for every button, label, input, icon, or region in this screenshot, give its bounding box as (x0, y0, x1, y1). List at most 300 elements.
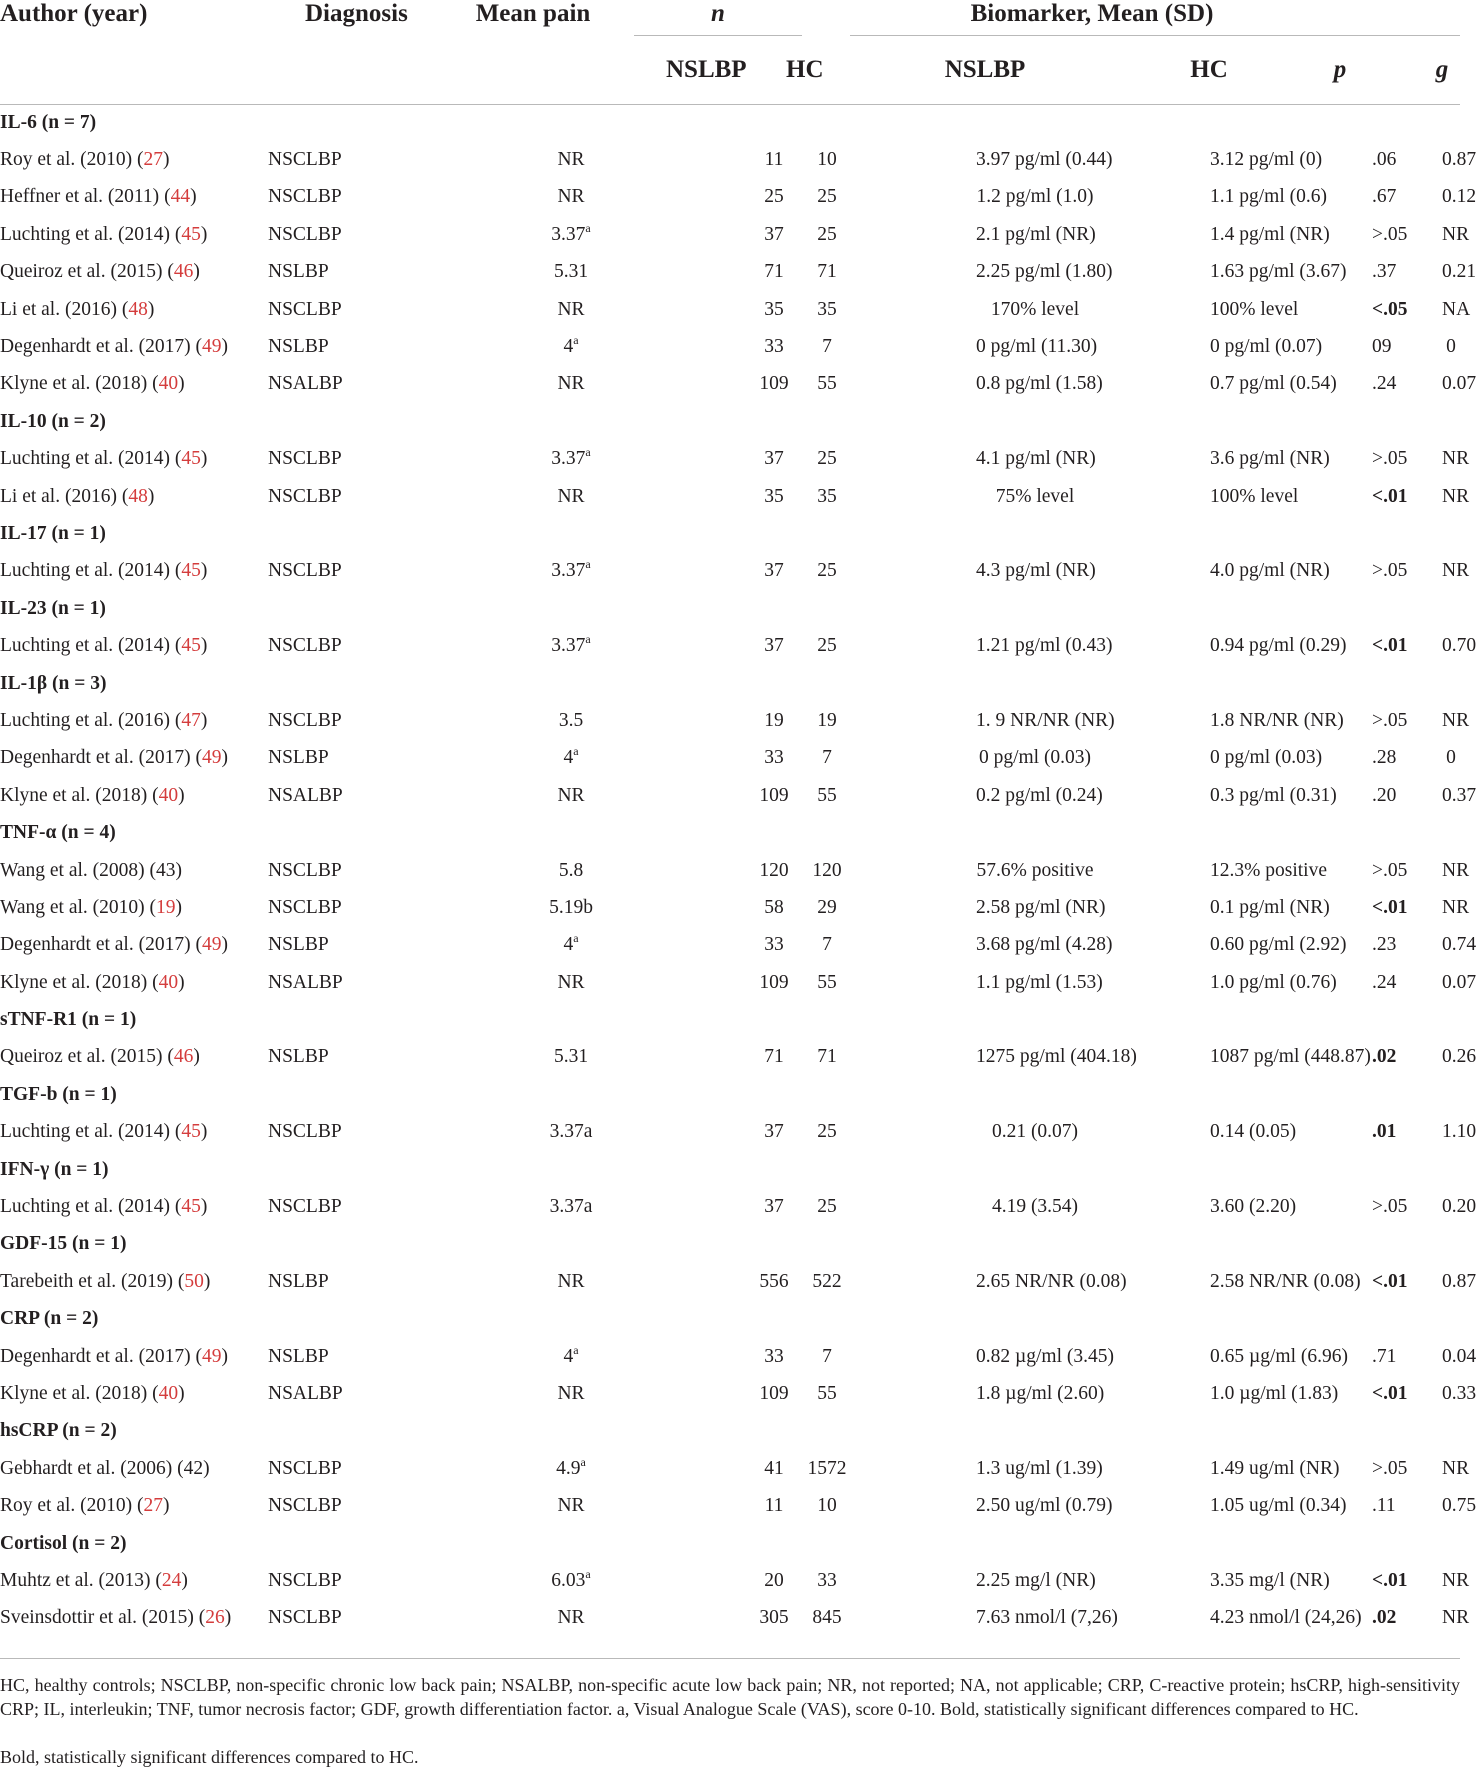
g-value-cell: NR (1442, 485, 1470, 507)
reference-link[interactable]: 49 (201, 336, 222, 358)
p-value-cell: >.05 (1372, 859, 1408, 881)
n-nslbp-cell: 41 (764, 1457, 784, 1479)
mean-pain-value: 3.37 (551, 448, 586, 470)
author-cell: Luchting et al. (2014) (45) (0, 560, 208, 582)
section-title: IFN-γ (n = 1) (0, 1158, 109, 1180)
g-value-cell: 0.75 (1442, 1495, 1476, 1517)
table-row (0, 141, 1460, 178)
n-hc-cell: 71 (817, 1046, 837, 1068)
mean-pain-value: 3.37 (551, 560, 586, 582)
reference-link[interactable]: 46 (173, 1046, 194, 1068)
bm-nslbp-cell: 2.50 ug/ml (0.79) (976, 1495, 1113, 1517)
author-text: Li et al. (2016) (0, 298, 117, 320)
mean-pain-value: 6.03 (551, 1569, 586, 1591)
vas-footnote-marker: a (573, 1342, 579, 1357)
bm-nslbp-cell: 3.68 pg/ml (4.28) (976, 934, 1113, 956)
p-value-cell: >.05 (1372, 1457, 1408, 1479)
table-row (0, 1487, 1460, 1524)
p-value-cell: .02 (1372, 1046, 1397, 1068)
bm-hc-cell: 2.58 NR/NR (0.08) (1210, 1270, 1361, 1292)
author-text: Luchting et al. (2014) (0, 1196, 171, 1218)
mean-pain-value: 4.9 (556, 1457, 581, 1479)
author-text: Luchting et al. (2016) (0, 709, 171, 731)
author-text: Degenhardt et al. (2017) (0, 1345, 191, 1367)
diagnosis-cell: NSCLBP (268, 709, 342, 731)
reference-link[interactable]: 48 (128, 485, 148, 507)
g-value-cell: 0.87 (1442, 149, 1476, 171)
n-nslbp-cell: 37 (764, 223, 784, 245)
n-hc-cell: 120 (812, 859, 842, 881)
mean-pain-value: NR (557, 1607, 585, 1629)
mean-pain-cell (404, 254, 634, 291)
reference-link[interactable]: 40 (158, 784, 179, 806)
table-row (0, 777, 1460, 814)
table-row (0, 179, 1460, 216)
bm-nslbp-cell: 1.8 µg/ml (2.60) (976, 1382, 1105, 1404)
bm-nslbp-cell: 2.1 pg/ml (NR) (976, 223, 1096, 245)
p-value-cell: >.05 (1372, 560, 1408, 582)
mean-pain-value: 3.37 (551, 635, 586, 657)
author-cell: Degenhardt et al. (2017) (49) (0, 1345, 228, 1367)
n-hc-cell: 1572 (807, 1457, 847, 1479)
diagnosis-cell: NSALBP (268, 1382, 343, 1404)
n-hc-cell: 10 (817, 1495, 837, 1517)
author-text: Sveinsdottir et al. (2015) (0, 1607, 194, 1629)
mean-pain-value: 5.8 (558, 859, 584, 881)
n-nslbp-cell: 58 (764, 896, 784, 918)
bm-hc-cell: 4.0 pg/ml (NR) (1210, 560, 1330, 582)
mean-pain-value: NR (557, 298, 585, 320)
p-value-cell: <.05 (1372, 298, 1408, 320)
p-value-cell: <.01 (1372, 1382, 1408, 1404)
mean-pain-value: NR (557, 186, 585, 208)
table-row (0, 852, 1460, 889)
diagnosis-cell: NSCLBP (268, 298, 342, 320)
n-nslbp-cell: 25 (764, 186, 784, 208)
n-nslbp-cell: 37 (764, 1121, 784, 1143)
p-value-cell: <.01 (1372, 896, 1408, 918)
n-nslbp-cell: 35 (764, 298, 784, 320)
p-value-cell: <.01 (1372, 1270, 1408, 1292)
author-cell: Li et al. (2016) (48) (0, 485, 155, 507)
n-hc-cell: 55 (817, 971, 837, 993)
col-diagnosis-header: Diagnosis (305, 0, 408, 27)
bm-nslbp-cell: 1. 9 NR/NR (NR) (976, 709, 1115, 731)
p-value-cell: .23 (1372, 934, 1397, 956)
bm-hc-cell: 0.14 (0.05) (1210, 1121, 1297, 1143)
mean-pain-cell (404, 216, 634, 253)
section-title: TNF-α (n = 4) (0, 822, 116, 844)
diagnosis-cell: NSLBP (268, 336, 329, 358)
bm-nslbp-cell: 2.58 pg/ml (NR) (976, 896, 1106, 918)
g-value-cell: NR (1442, 1607, 1470, 1629)
bm-nslbp-cell: 170% level (990, 298, 1080, 320)
vas-footnote-marker: a (573, 744, 579, 759)
col-n-nslbp-header: NSLBP (600, 36, 742, 105)
n-nslbp-cell: 33 (764, 336, 784, 358)
table-row (0, 216, 1460, 253)
section-row (0, 590, 1460, 627)
reference-link[interactable]: 46 (173, 261, 194, 283)
reference-link[interactable]: 24 (161, 1569, 182, 1591)
diagnosis-cell: NSLBP (268, 1270, 329, 1292)
g-value-cell: 0.20 (1442, 1196, 1476, 1218)
mean-pain-cell (404, 141, 634, 178)
mean-pain-cell (404, 1114, 634, 1151)
reference-link[interactable]: 50 (184, 1270, 204, 1292)
author-cell: Klyne et al. (2018) (40) (0, 373, 185, 395)
mean-pain-value: 4 (563, 747, 574, 769)
author-cell: Sveinsdottir et al. (2015) (26) (0, 1607, 232, 1629)
author-text: Gebhardt et al. (2006) (0, 1457, 173, 1479)
bm-nslbp-cell: 1.21 pg/ml (0.43) (976, 635, 1113, 657)
reference-link[interactable]: 44 (170, 186, 191, 208)
bm-hc-cell: 0.3 pg/ml (0.31) (1210, 784, 1337, 806)
n-nslbp-cell: 109 (759, 784, 789, 806)
n-nslbp-cell: 120 (759, 859, 789, 881)
n-nslbp-cell: 71 (764, 1046, 784, 1068)
n-nslbp-cell: 37 (764, 1196, 784, 1218)
diagnosis-cell: NSCLBP (268, 1121, 342, 1143)
table-row (0, 740, 1460, 777)
author-cell: Luchting et al. (2014) (45) (0, 1121, 208, 1143)
author-cell: Li et al. (2016) (48) (0, 298, 155, 320)
reference-link[interactable]: 45 (181, 448, 201, 470)
diagnosis-cell: NSCLBP (268, 896, 342, 918)
author-text: Klyne et al. (2018) (0, 1382, 148, 1404)
reference-link[interactable]: 26 (205, 1607, 225, 1629)
author-text: Luchting et al. (2014) (0, 635, 171, 657)
mean-pain-cell (404, 328, 634, 365)
diagnosis-cell: NSLBP (268, 1345, 329, 1367)
p-value-cell: .02 (1372, 1607, 1397, 1629)
n-nslbp-cell: 109 (759, 373, 789, 395)
p-value-cell: 09 (1372, 336, 1392, 358)
section-title: Cortisol (n = 2) (0, 1532, 127, 1554)
n-hc-cell: 35 (817, 298, 837, 320)
author-cell: Degenhardt et al. (2017) (49) (0, 747, 228, 769)
n-nslbp-cell: 35 (764, 485, 784, 507)
mean-pain-cell (404, 1600, 634, 1637)
diagnosis-cell: NSLBP (268, 934, 329, 956)
table-footnote: HC, healthy controls; NSCLBP, non-specific chronic low back pain; NSALBP, non-specific acute low back pain; NR, not reported; NA, not applicable; CRP, C-reactive protein; hsCRP, high-sensitivity CRP; IL, interleukin; TNF, tumor necrosis factor; GDF, growth differentiation factor. a, Visual Analogue Scale (VAS), score 0-10. Bold, statistically significant differences compared to HC. (0, 1675, 1460, 1719)
bm-hc-cell: 4.23 nmol/l (24,26) (1210, 1607, 1362, 1629)
bm-hc-cell: 0.60 pg/ml (2.92) (1210, 934, 1347, 956)
vas-footnote-marker: a (573, 931, 579, 946)
col-biomarker-group-header (842, 0, 1460, 36)
mean-pain-cell (404, 553, 634, 590)
mean-pain-value: 3.37a (549, 1196, 593, 1218)
author-text: Luchting et al. (2014) (0, 448, 171, 470)
p-value-cell: <.01 (1372, 1569, 1408, 1591)
author-cell: Wang et al. (2008) (43) (0, 859, 183, 881)
mean-pain-value: NR (557, 373, 585, 395)
mean-pain-cell (404, 366, 634, 403)
bm-hc-cell: 1087 pg/ml (448.87) (1210, 1046, 1371, 1068)
bm-hc-cell: 0 pg/ml (0.07) (1210, 336, 1323, 358)
n-nslbp-cell: 20 (764, 1569, 784, 1591)
reference-link[interactable]: 45 (181, 223, 201, 245)
bm-nslbp-cell: 4.19 (3.54) (991, 1196, 1079, 1218)
author-cell: Muhtz et al. (2013) (24) (0, 1569, 188, 1591)
author-cell: Heffner et al. (2011) (44) (0, 186, 197, 208)
bm-nslbp-cell: 0 pg/ml (11.30) (976, 336, 1098, 358)
n-nslbp-cell: 33 (764, 747, 784, 769)
reference-link[interactable]: 49 (201, 1345, 222, 1367)
mean-pain-cell (404, 1263, 634, 1300)
p-value-cell: .24 (1372, 373, 1397, 395)
reference-link[interactable]: 45 (181, 635, 201, 657)
mean-pain-value: 3.37 (551, 223, 586, 245)
author-text: Klyne et al. (2018) (0, 373, 148, 395)
bm-hc-cell: 100% level (1210, 298, 1299, 320)
section-row (0, 1301, 1460, 1338)
diagnosis-cell: NSALBP (268, 971, 343, 993)
bm-hc-cell: 1.4 pg/ml (NR) (1210, 223, 1330, 245)
mean-pain-value: 5.31 (553, 1046, 589, 1068)
table-row (0, 889, 1460, 926)
g-value-cell: NR (1442, 859, 1470, 881)
bm-nslbp-cell: 4.1 pg/ml (NR) (976, 448, 1096, 470)
table-row (0, 702, 1460, 739)
author-cell: Queiroz et al. (2015) (46) (0, 261, 200, 283)
reference-link[interactable]: 49 (201, 747, 222, 769)
vas-footnote-marker: a (585, 632, 591, 647)
reference-link[interactable]: 47 (181, 709, 201, 731)
p-value-cell: <.01 (1372, 485, 1408, 507)
author-cell: Klyne et al. (2018) (40) (0, 1382, 185, 1404)
p-value-cell: .24 (1372, 971, 1397, 993)
reference-link[interactable]: 45 (181, 1121, 201, 1143)
n-nslbp-cell: 109 (759, 971, 789, 993)
bm-nslbp-cell: 2.65 NR/NR (0.08) (976, 1270, 1127, 1292)
col-n-hc-header: HC (742, 36, 808, 105)
author-cell: Degenhardt et al. (2017) (49) (0, 934, 228, 956)
author-cell: Luchting et al. (2014) (45) (0, 1196, 208, 1218)
diagnosis-cell: NSCLBP (268, 635, 342, 657)
bm-hc-cell: 1.63 pg/ml (3.67) (1210, 261, 1347, 283)
reference-link: 42 (183, 1457, 204, 1479)
p-value-cell: .20 (1372, 784, 1397, 806)
mean-pain-value: 4 (563, 934, 574, 956)
n-hc-cell: 29 (817, 896, 837, 918)
mean-pain-value: 4 (563, 1345, 574, 1367)
table-footnote-bold-note: Bold, statistically significant differences compared to HC. (0, 1747, 419, 1767)
col-mean-pain-header: Mean pain (475, 0, 591, 27)
n-hc-cell: 25 (817, 448, 837, 470)
author-cell: Roy et al. (2010) (27) (0, 1495, 170, 1517)
g-value-cell: 1.10 (1442, 1121, 1476, 1143)
author-cell: Luchting et al. (2016) (47) (0, 709, 208, 731)
biomarker-group-label: Biomarker, Mean (SD) (970, 0, 1214, 27)
bm-hc-cell: 1.0 pg/ml (0.76) (1210, 971, 1337, 993)
n-nslbp-cell: 109 (759, 1382, 789, 1404)
bm-nslbp-cell: 0.82 µg/ml (3.45) (976, 1345, 1114, 1367)
g-value-cell: 0 (1446, 747, 1456, 769)
n-hc-cell: 10 (817, 149, 837, 171)
g-value-cell: 0.37 (1442, 784, 1476, 806)
table-row (0, 366, 1460, 403)
section-row (0, 1151, 1460, 1188)
n-nslbp-cell: 556 (759, 1270, 789, 1292)
diagnosis-cell: NSLBP (268, 261, 329, 283)
g-value-cell: 0.12 (1442, 186, 1476, 208)
g-value-cell: 0.26 (1442, 1046, 1476, 1068)
g-value-cell: 0.74 (1442, 934, 1476, 956)
mean-pain-value: 4 (563, 336, 574, 358)
section-row (0, 1076, 1460, 1113)
author-text: Roy et al. (2010) (0, 1495, 133, 1517)
author-text: Roy et al. (2010) (0, 149, 133, 171)
p-value-cell: .11 (1372, 1495, 1396, 1517)
reference-link[interactable]: 49 (201, 934, 222, 956)
author-text: Muhtz et al. (2013) (0, 1569, 151, 1591)
reference-link[interactable]: 40 (158, 1382, 179, 1404)
table-row (0, 927, 1460, 964)
author-cell: Degenhardt et al. (2017) (49) (0, 336, 228, 358)
table-header (0, 0, 1460, 105)
bm-nslbp-cell: 0 pg/ml (0.03) (978, 747, 1092, 769)
mean-pain-cell (404, 777, 634, 814)
reference-link[interactable]: 40 (158, 971, 179, 993)
p-value-cell: >.05 (1372, 223, 1408, 245)
bm-nslbp-cell: 75% level (995, 485, 1075, 507)
section-row (0, 1413, 1460, 1450)
n-hc-cell: 35 (817, 485, 837, 507)
bm-hc-cell: 1.05 ug/ml (0.34) (1210, 1495, 1347, 1517)
mean-pain-value: NR (557, 1382, 585, 1404)
section-title: IL-23 (n = 1) (0, 597, 106, 619)
vas-footnote-marker: a (585, 557, 591, 572)
bm-nslbp-cell: 4.3 pg/ml (NR) (976, 560, 1096, 582)
bm-nslbp-cell: 1.2 pg/ml (1.0) (976, 186, 1094, 208)
diagnosis-cell: NSCLBP (268, 149, 342, 171)
diagnosis-cell: NSCLBP (268, 1196, 342, 1218)
bm-nslbp-cell: 2.25 pg/ml (1.80) (976, 261, 1113, 283)
n-hc-cell: 25 (817, 186, 837, 208)
g-value-cell: 0.21 (1442, 261, 1476, 283)
n-nslbp-cell: 33 (764, 1345, 784, 1367)
diagnosis-cell: NSCLBP (268, 1569, 342, 1591)
col-bm-hc-header: HC (1058, 36, 1244, 105)
mean-pain-cell (404, 1338, 634, 1375)
bm-nslbp-cell: 1275 pg/ml (404.18) (976, 1046, 1137, 1068)
table-bottom-rule (0, 1658, 1460, 1659)
reference-link[interactable]: 48 (128, 298, 148, 320)
author-text: Degenhardt et al. (2017) (0, 336, 191, 358)
p-value-cell: .06 (1372, 149, 1397, 171)
section-row (0, 665, 1460, 702)
mean-pain-cell (404, 179, 634, 216)
reference-link[interactable]: 27 (143, 149, 164, 171)
author-text: Luchting et al. (2014) (0, 560, 171, 582)
p-value-cell: .01 (1372, 1121, 1397, 1143)
diagnosis-cell: NSCLBP (268, 560, 342, 582)
table-row (0, 1039, 1460, 1076)
section-row (0, 515, 1460, 552)
bm-hc-cell: 3.60 (2.20) (1210, 1196, 1297, 1218)
n-hc-cell: 25 (817, 1196, 837, 1218)
author-text: Queiroz et al. (2015) (0, 261, 163, 283)
section-row (0, 1226, 1460, 1263)
n-nslbp-cell: 71 (764, 261, 784, 283)
vas-footnote-marker: a (573, 333, 579, 348)
mean-pain-cell (404, 740, 634, 777)
reference-link: 43 (156, 859, 176, 881)
mean-pain-cell (404, 441, 634, 478)
bm-hc-cell: 0 pg/ml (0.03) (1210, 747, 1323, 769)
mean-pain-value: 5.19b (549, 896, 593, 918)
author-cell: Queiroz et al. (2015) (46) (0, 1046, 200, 1068)
mean-pain-cell (404, 478, 634, 515)
col-n-group-header (600, 0, 808, 36)
section-title: IL-1β (n = 3) (0, 672, 107, 694)
bm-hc-cell: 0.65 µg/ml (6.96) (1210, 1345, 1348, 1367)
diagnosis-cell: NSCLBP (268, 186, 342, 208)
reference-link[interactable]: 45 (181, 1196, 201, 1218)
bm-hc-cell: 3.12 pg/ml (0) (1210, 149, 1323, 171)
n-hc-cell: 7 (822, 336, 832, 358)
section-title: hsCRP (n = 2) (0, 1420, 117, 1442)
bm-hc-cell: 0.7 pg/ml (0.54) (1210, 373, 1337, 395)
g-value-cell: 0.87 (1442, 1270, 1476, 1292)
section-title: IL-10 (n = 2) (0, 410, 106, 432)
section-row (0, 814, 1460, 851)
bm-nslbp-cell: 3.97 pg/ml (0.44) (976, 149, 1113, 171)
n-hc-cell: 55 (817, 373, 837, 395)
g-value-cell: NR (1442, 448, 1470, 470)
reference-link[interactable]: 45 (181, 560, 201, 582)
p-value-cell: .37 (1372, 261, 1397, 283)
table-row (0, 1600, 1460, 1637)
g-value-cell: 0 (1446, 336, 1456, 358)
bm-hc-cell: 0.94 pg/ml (0.29) (1210, 635, 1347, 657)
table-row (0, 553, 1460, 590)
n-hc-cell: 845 (812, 1607, 842, 1629)
n-nslbp-cell: 19 (764, 709, 784, 731)
diagnosis-cell: NSCLBP (268, 1457, 342, 1479)
g-value-cell: 0.07 (1442, 373, 1476, 395)
n-hc-cell: 7 (822, 1345, 832, 1367)
reference-link[interactable]: 40 (158, 373, 179, 395)
g-value-cell: 0.04 (1442, 1345, 1476, 1367)
section-row (0, 104, 1460, 141)
n-nslbp-cell: 37 (764, 560, 784, 582)
author-cell: Tarebeith et al. (2019) (50) (0, 1270, 211, 1292)
n-hc-cell: 71 (817, 261, 837, 283)
table-row (0, 627, 1460, 664)
n-hc-cell: 33 (817, 1569, 837, 1591)
author-text: Degenhardt et al. (2017) (0, 934, 191, 956)
n-hc-cell: 7 (822, 934, 832, 956)
bm-nslbp-cell: 2.25 mg/l (NR) (976, 1569, 1096, 1591)
reference-link[interactable]: 27 (143, 1495, 164, 1517)
n-nslbp-cell: 11 (764, 149, 784, 171)
table-row (0, 328, 1460, 365)
col-bm-nslbp-header: NSLBP (842, 36, 1058, 105)
author-text: Klyne et al. (2018) (0, 784, 148, 806)
mean-pain-cell (404, 1375, 634, 1412)
mean-pain-value: NR (557, 149, 585, 171)
mean-pain-cell (404, 1487, 634, 1524)
mean-pain-cell (404, 927, 634, 964)
mean-pain-value: NR (557, 1270, 585, 1292)
mean-pain-value: NR (557, 971, 585, 993)
p-value-cell: .28 (1372, 747, 1397, 769)
mean-pain-cell (404, 1562, 634, 1599)
col-author-header: Author (year) (0, 0, 148, 27)
reference-link[interactable]: 19 (156, 896, 176, 918)
